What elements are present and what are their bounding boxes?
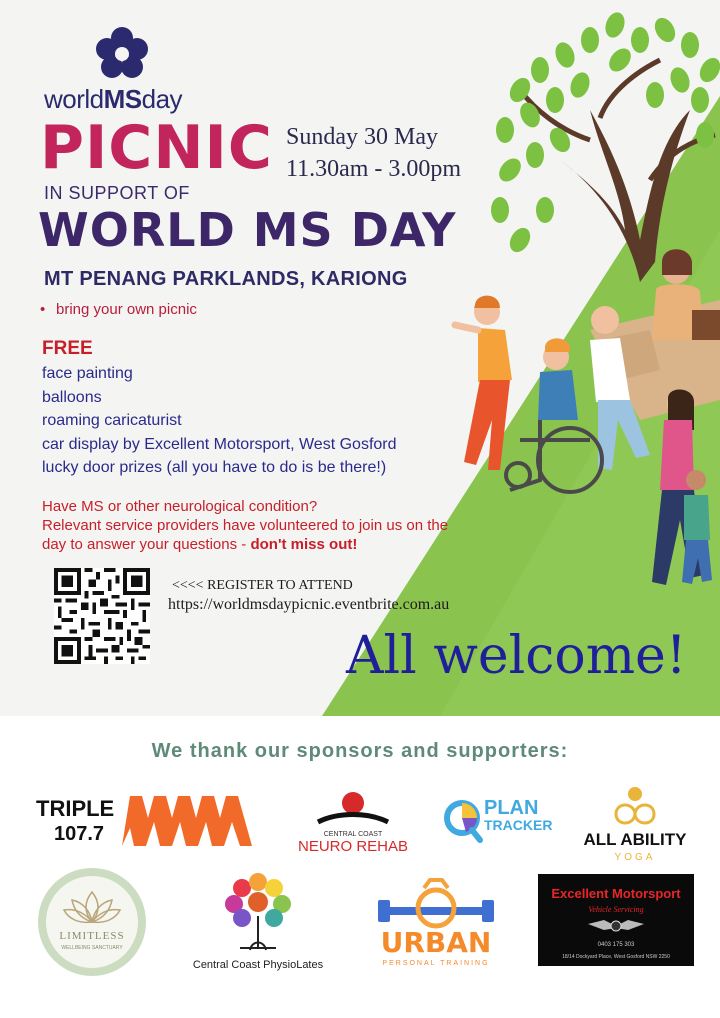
- free-item: face painting: [42, 365, 133, 382]
- free-item: car display by Excellent Motorsport, West Gosford: [42, 435, 397, 453]
- title-picnic: PICNIC: [40, 113, 273, 183]
- neuro-rehab-small: CENTRAL COAST: [323, 831, 383, 838]
- all-ability-yoga-logo: [576, 780, 694, 866]
- physiolates-name: Central Coast PhysioLates: [192, 959, 324, 971]
- subtitle-in-support: IN SUPPORT OF: [44, 183, 190, 203]
- sponsors-heading: We thank our sponsors and supporters:: [151, 740, 569, 762]
- plan-tracker-logo: [440, 790, 560, 850]
- logo-prefix: world: [44, 84, 104, 114]
- urban-name: URBAN: [380, 926, 492, 959]
- service-providers-info: [42, 497, 462, 554]
- event-date: Sunday 30 May: [286, 124, 438, 150]
- excellent-name: Excellent Motorsport: [551, 886, 681, 901]
- event-time: 11.30am - 3.00pm: [286, 156, 462, 182]
- triple-m-logo: [30, 788, 270, 852]
- limitless-logo: [36, 866, 148, 978]
- triple-m-word: TRIPLE: [36, 796, 115, 821]
- free-heading: FREE: [42, 338, 93, 359]
- free-item: lucky door prizes (all you have to do is be there!): [42, 459, 387, 476]
- physiolates-logo: [180, 866, 336, 976]
- world-ms-day-logo-icon: [92, 24, 152, 84]
- excellent-address: 18/14 Dockyard Place, West Gosford NSW 2250: [562, 954, 670, 960]
- plan-tracker-line1: PLAN: [484, 797, 539, 819]
- free-item: balloons: [42, 388, 102, 406]
- all-ability-line1: ALL ABILITY: [583, 830, 687, 849]
- bring-picnic-note: • bring your own picnic: [56, 301, 197, 318]
- urban-tag: PERSONAL TRAINING: [382, 960, 490, 967]
- all-ability-line2: YOGA: [614, 852, 656, 863]
- triple-m-freq: 107.7: [54, 823, 105, 845]
- register-label: <<<< REGISTER TO ATTEND: [172, 578, 353, 593]
- event-venue: MT PENANG PARKLANDS, KARIONG: [44, 268, 408, 290]
- plan-tracker-line2: TRACKER: [484, 817, 553, 833]
- ms-info-text: Relevant service providers have volunteered to join us on the day to answer your questions -: [42, 517, 449, 553]
- headline-world-ms-day: WORLD MS DAY: [38, 203, 457, 257]
- excellent-tag: Vehicle Servicing: [588, 905, 644, 914]
- ms-info-emphasis: don't miss out!: [250, 536, 358, 553]
- logo-ms: MS: [103, 84, 142, 114]
- ms-question: Have MS or other neurological condition?: [42, 498, 318, 515]
- urban-logo: [368, 870, 504, 970]
- register-url-link[interactable]: https://worldmsdaypicnic.eventbrite.com.au: [168, 596, 450, 613]
- all-welcome-text: All welcome!: [346, 626, 687, 686]
- neuro-rehab-name: NEURO REHAB: [297, 838, 409, 855]
- logo-wordmark: [44, 84, 182, 115]
- neuro-rehab-logo: [288, 786, 418, 858]
- limitless-name: LIMITLESS: [59, 930, 125, 942]
- free-activities-list: [42, 362, 397, 480]
- free-item: roaming caricaturist: [42, 412, 182, 429]
- limitless-tag: WELLBEING SANCTUARY: [61, 945, 123, 951]
- logo-suffix: day: [141, 84, 183, 114]
- excellent-motorsport-logo: [538, 874, 694, 966]
- registration-qr-code[interactable]: [54, 568, 150, 664]
- excellent-phone: 0403 175 303: [597, 942, 635, 948]
